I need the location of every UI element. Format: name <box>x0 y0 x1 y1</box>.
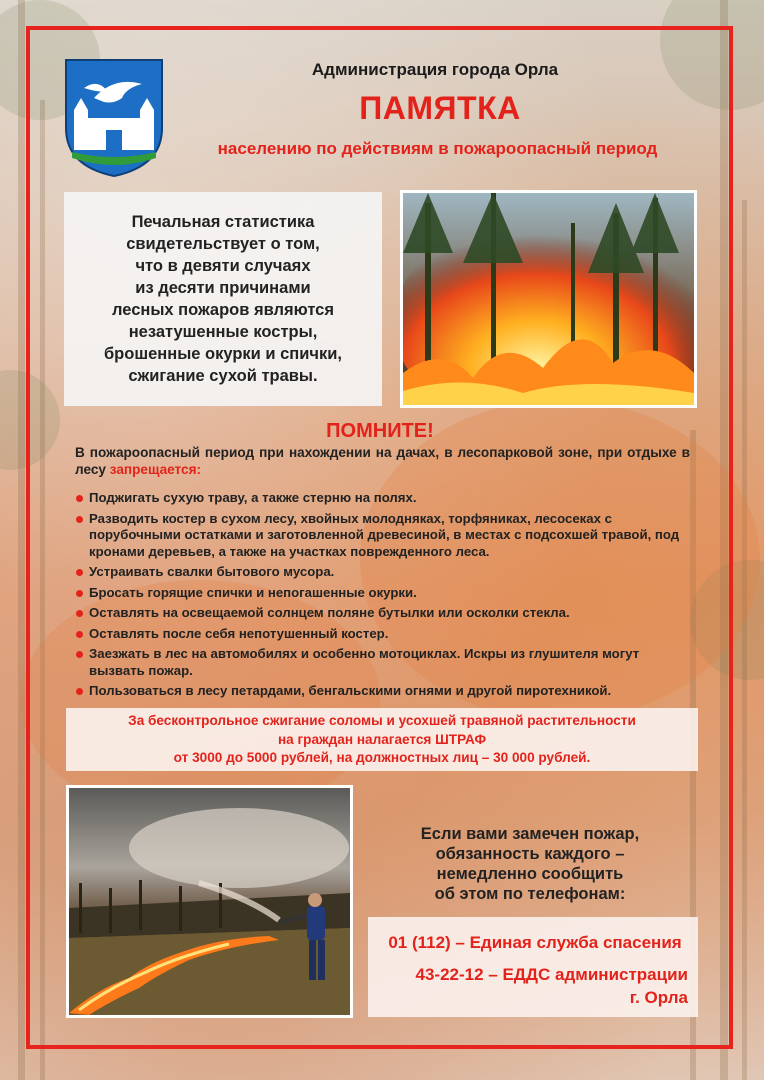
statistics-line: брошенные окурки и спички, <box>103 345 342 363</box>
prohibition-item: Поджигать сухую траву, а также стерню на полях. <box>75 490 695 507</box>
fine-line: За бесконтрольное сжигание соломы и усохшей травяной растительности <box>128 713 636 728</box>
prohibition-keyword: запрещается: <box>109 462 202 477</box>
city-coat-of-arms-icon <box>64 58 164 178</box>
firefighter-photo <box>66 785 353 1018</box>
report-line: обязанность каждого – <box>435 845 625 863</box>
prohibition-item: Оставлять на освещаемой солнцем поляне бутылки или осколки стекла. <box>75 605 695 622</box>
statistics-line: свидетельствует о том, <box>126 235 320 253</box>
prohibition-item: Устраивать свалки бытового мусора. <box>75 564 695 581</box>
rescue-service-phone: 01 (112) – Единая служба спасения <box>388 933 682 952</box>
report-line: Если вами замечен пожар, <box>420 825 640 843</box>
prohibition-intro-text: В пожароопасный период при нахождении на дачах, в лесопарковой зоне, при отдыхе в лесу <box>75 445 690 477</box>
prohibition-intro <box>75 444 690 478</box>
document-title: ПАМЯТКА <box>359 90 521 126</box>
prohibition-item: Заезжать в лес на автомобилях и особенно мотоциклах. Искры из глушителя могут вызвать пожар. <box>75 646 695 679</box>
statistics-line: Печальная статистика <box>131 213 315 231</box>
prohibition-item: Пользоваться в лесу петардами, бенгальскими огнями и другой пиротехникой. <box>75 683 695 700</box>
statistics-line: сжигание сухой травы. <box>128 367 318 385</box>
statistics-box <box>64 192 382 406</box>
edds-phone-city: г. Орла <box>629 988 688 1007</box>
prohibition-list <box>75 490 695 704</box>
report-line: немедленно сообщить <box>436 865 624 883</box>
prohibition-item: Бросать горящие спички и непогашенные окурки. <box>75 585 695 602</box>
prohibition-item: Оставлять после себя непотушенный костер. <box>75 626 695 643</box>
forest-fire-photo <box>400 190 697 408</box>
prohibition-item: Разводить костер в сухом лесу, хвойных молодняках, торфяниках, лесосеках с порубочными остатками и заготовленной древесиной, в местах с подсохшей травой, под кронами деревьев, а также на участках поврежденного леса. <box>75 511 695 561</box>
document-subtitle: населению по действиям в пожароопасный период <box>217 139 658 158</box>
fine-line: на граждан налагается ШТРАФ <box>277 731 487 747</box>
report-instruction <box>390 824 670 904</box>
statistics-line: из десяти причинами <box>135 279 311 297</box>
edds-phone-line: 43-22-12 – ЕДДС администрации <box>415 965 688 984</box>
statistics-line: что в девяти случаях <box>135 257 311 275</box>
fine-line: от 3000 до 5000 рублей, на должностных лиц – 30 000 рублей. <box>173 750 591 765</box>
emergency-phones-box <box>368 917 698 1017</box>
remember-heading: ПОМНИТЕ! <box>326 420 434 442</box>
organization-name: Администрация города Орла <box>311 60 559 79</box>
report-line: об этом по телефонам: <box>434 885 626 903</box>
fine-notice <box>66 708 698 771</box>
statistics-text <box>104 211 342 387</box>
statistics-line: незатушенные костры, <box>128 323 318 341</box>
edds-phone <box>388 963 688 1009</box>
statistics-line: лесных пожаров являются <box>111 301 334 319</box>
